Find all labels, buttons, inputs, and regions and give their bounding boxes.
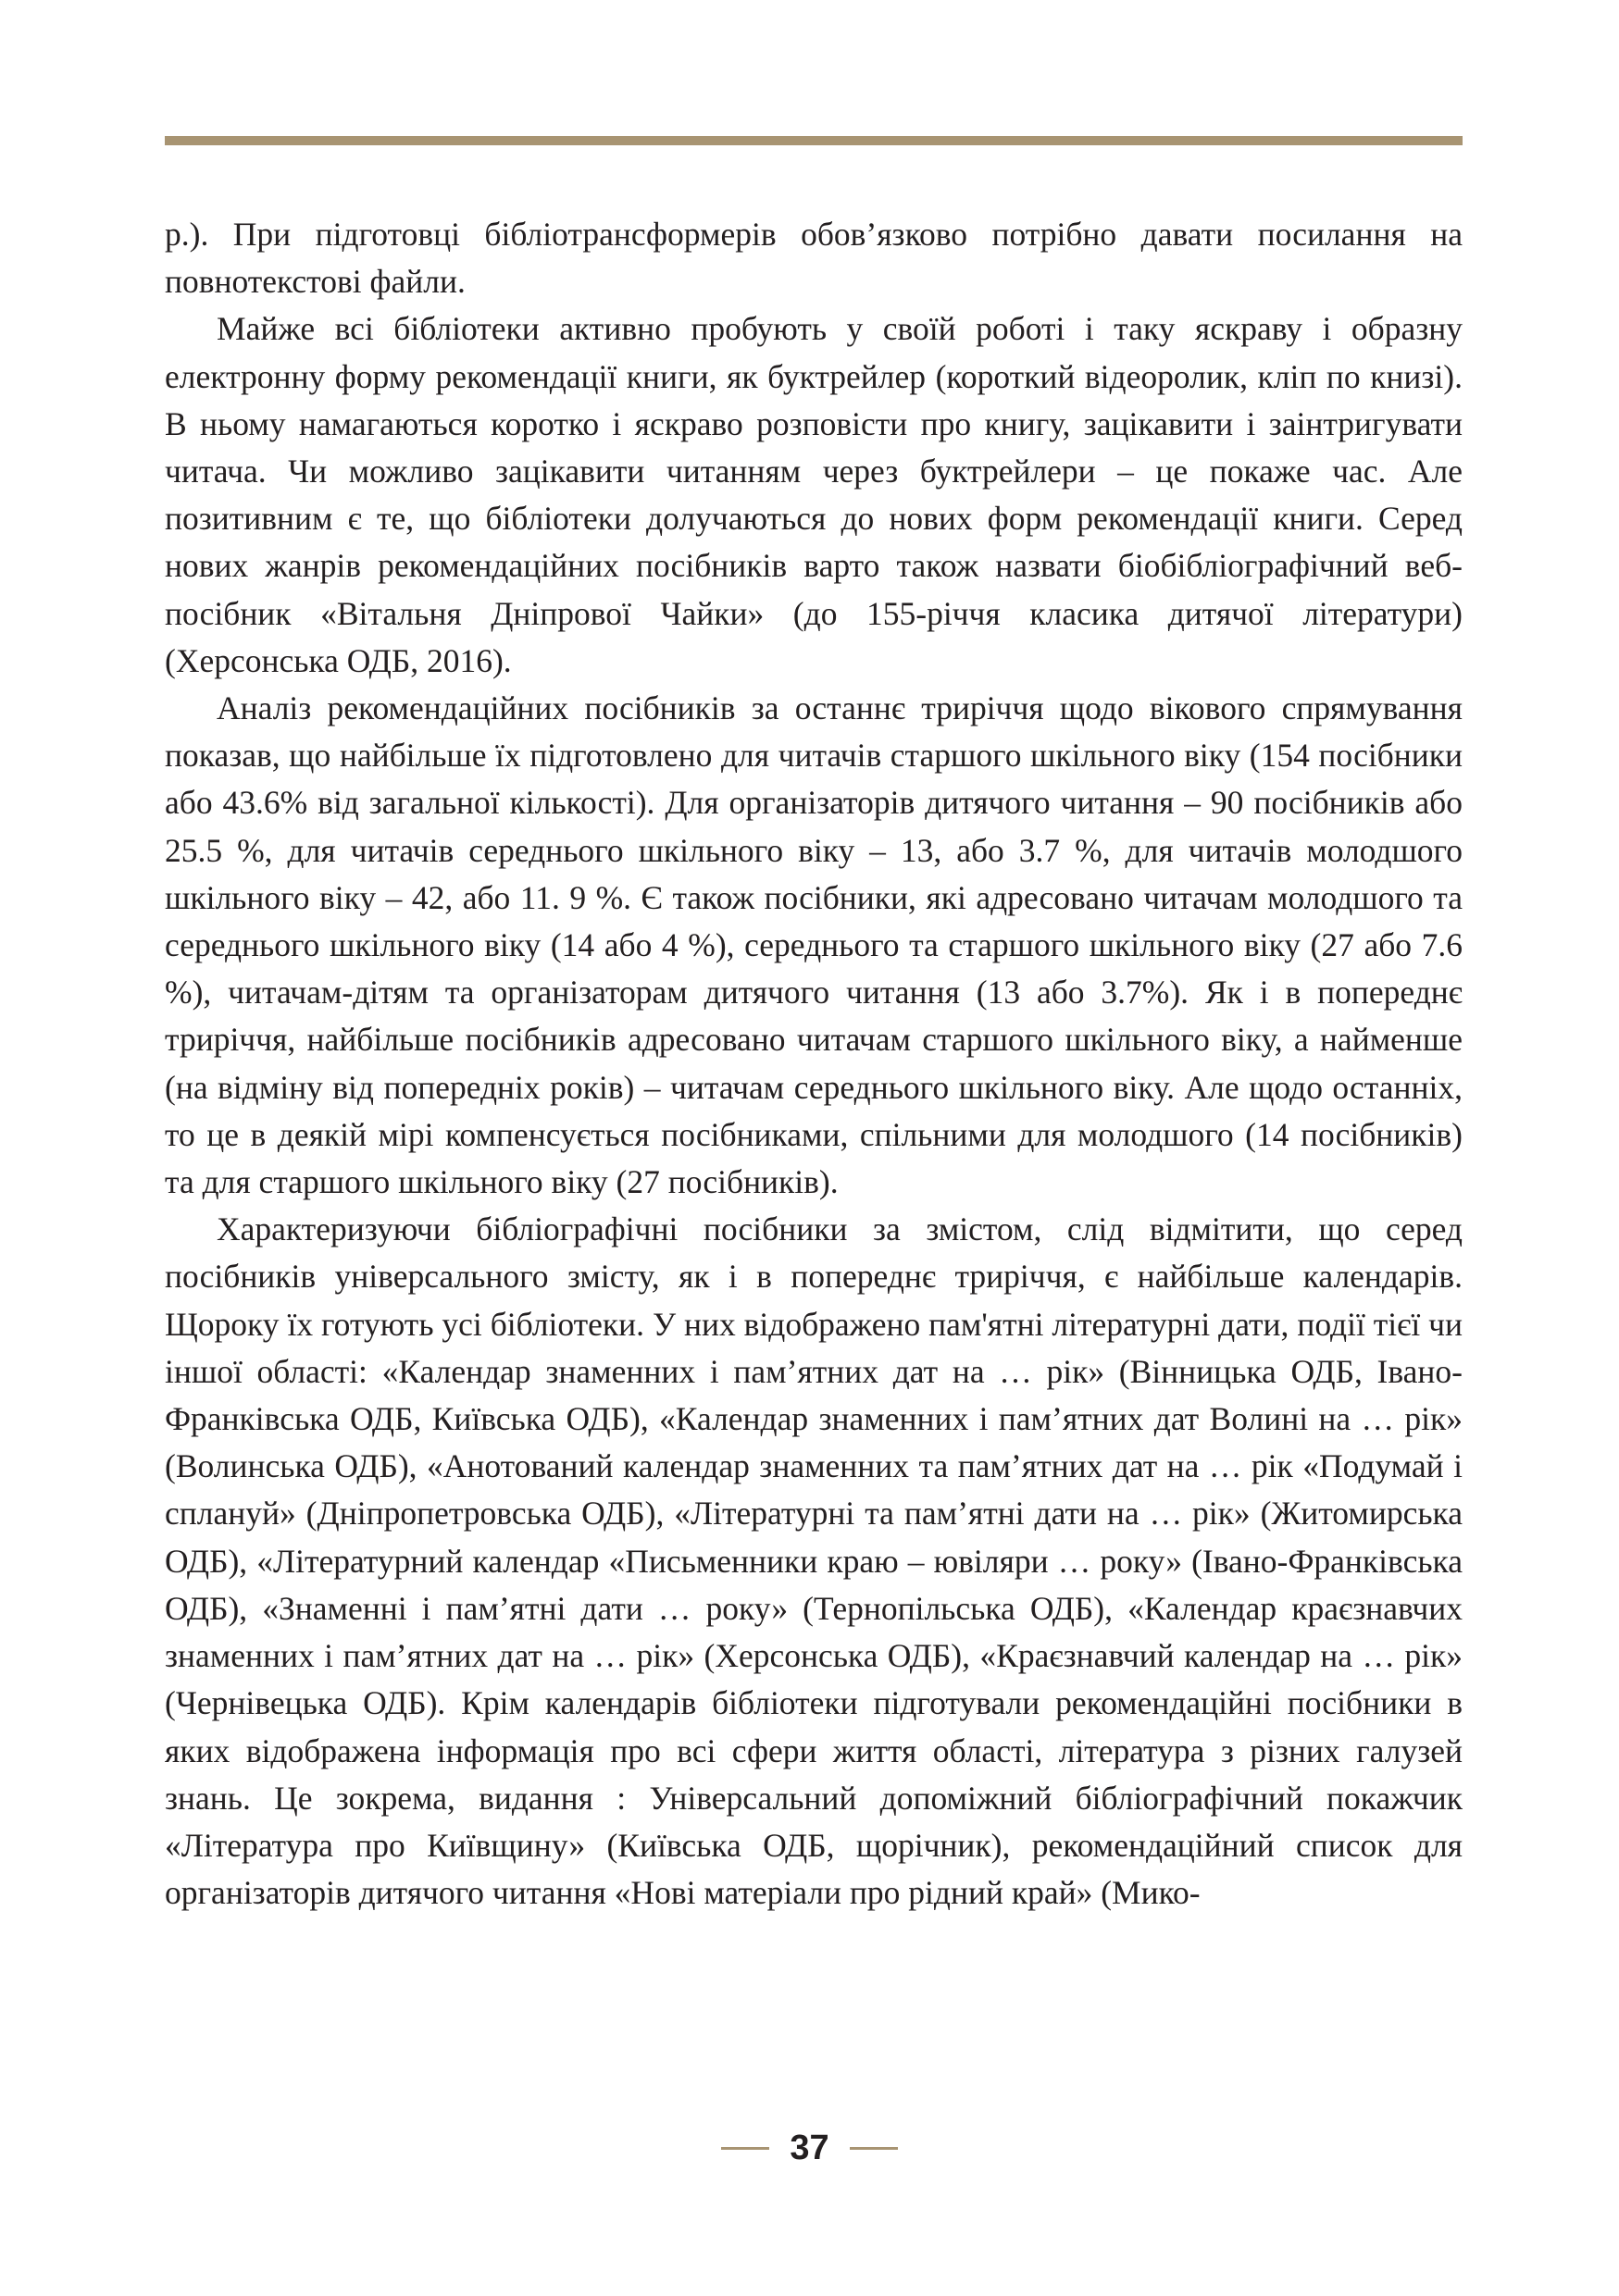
paragraph: Майже всі бібліотеки активно пробують у своїй роботі і таку яскраву і образну електронну форму рекомендації книги, як буктрейлер (короткий відеоролик, кліп по книзі). В ньому намагаються коротко і яскраво розповісти про книгу, зацікавити і заінтригувати читача. Чи можливо зацікавити читанням через буктрейлери – це покаже час. Але позитивним є те, що бібліотеки долучаються до нових форм рекомендації книги. Серед нових жанрів рекомендаційних посібників варто також назвати біобібліографічний веб-посібник «Вітальня Дніпрової Чайки» (до 155-річчя класика дитячої літератури) (Херсонська ОДБ, 2016). (165, 310, 1463, 679)
header-rule (165, 136, 1463, 145)
page-footer (0, 2128, 1619, 2168)
body-text (165, 211, 1463, 1917)
footer-right-dash (850, 2147, 898, 2150)
paragraph: Характеризуючи бібліографічні посібники за змістом, слід відмітити, що серед посібників універсального змісту, як і в попереднє триріччя, є найбільше календарів. Щороку їх готують усі бібліотеки. У них відображено пам'ятні літературні дати, події тієї чи іншої області: «Календар знаменних і пам’ятних дат на … рік» (Вінницька ОДБ, Івано-Франківська ОДБ, Київська ОДБ), «Календар знаменних і пам’ятних дат Волині на … рік» (Волинська ОДБ), «Анотований календар знаменних та пам’ятних дат на … рік «Подумай і сплануй» (Дніпропетровська ОДБ), «Літературні та пам’ятні дати на … рік» (Житомирська ОДБ), «Літературний календар «Письменники краю – ювіляри … року» (Івано-Франківська ОДБ), «Знаменні і пам’ятні дати … року» (Тернопільська ОДБ), «Календар краєзнавчих знаменних і пам’ятних дат на … рік» (Херсонська ОДБ), «Краєзнавчий календар на … рік» (Чернівецька ОДБ). Крім календарів бібліотеки підготували рекомендаційні посібники в яких відображена інформація про всі сфери життя області, література з різних галузей знань. Це зокрема, видання : Універсальний допоміжний бібліографічний покажчик «Література про Київщину» (Київська ОДБ, щорічник), рекомендаційний список для організаторів дитячого читання «Нові матеріали про рідний край» (Мико- (165, 1210, 1463, 1912)
paragraph: р.). При підготовці бібліотрансформерів обов’язково потрібно давати посилання на повнотекстові файли. (165, 216, 1463, 301)
footer-left-dash (721, 2147, 769, 2150)
paragraph: Аналіз рекомендаційних посібників за останнє триріччя щодо вікового спрямування показав, що найбільше їх підготовлено для читачів старшого шкільного віку (154 посібники або 43.6% від загальної кількості). Для організаторів дитячого читання – 90 посібників або 25.5 %, для читачів середнього шкільного віку – 13, або 3.7 %, для читачів молодшого шкільного віку – 42, або 11. 9 %. Є також посібники, які адресовано читачам молодшого та середнього шкільного віку (14 або 4 %), середнього та старшого шкільного віку (27 або 7.6 %), читачам-дітям та організаторам дитячого читання (13 або 3.7%). Як і в попереднє триріччя, найбільше посібників адресовано читачам старшого шкільного віку, а найменше (на відміну від попередніх років) – читачам середнього шкільного віку. Але щодо останніх, то це в деякій мірі компенсується посібниками, спільними для молодшого (14 посібників) та для старшого шкільного віку (27 посібників). (165, 689, 1463, 1201)
page-number: 37 (790, 2128, 829, 2167)
